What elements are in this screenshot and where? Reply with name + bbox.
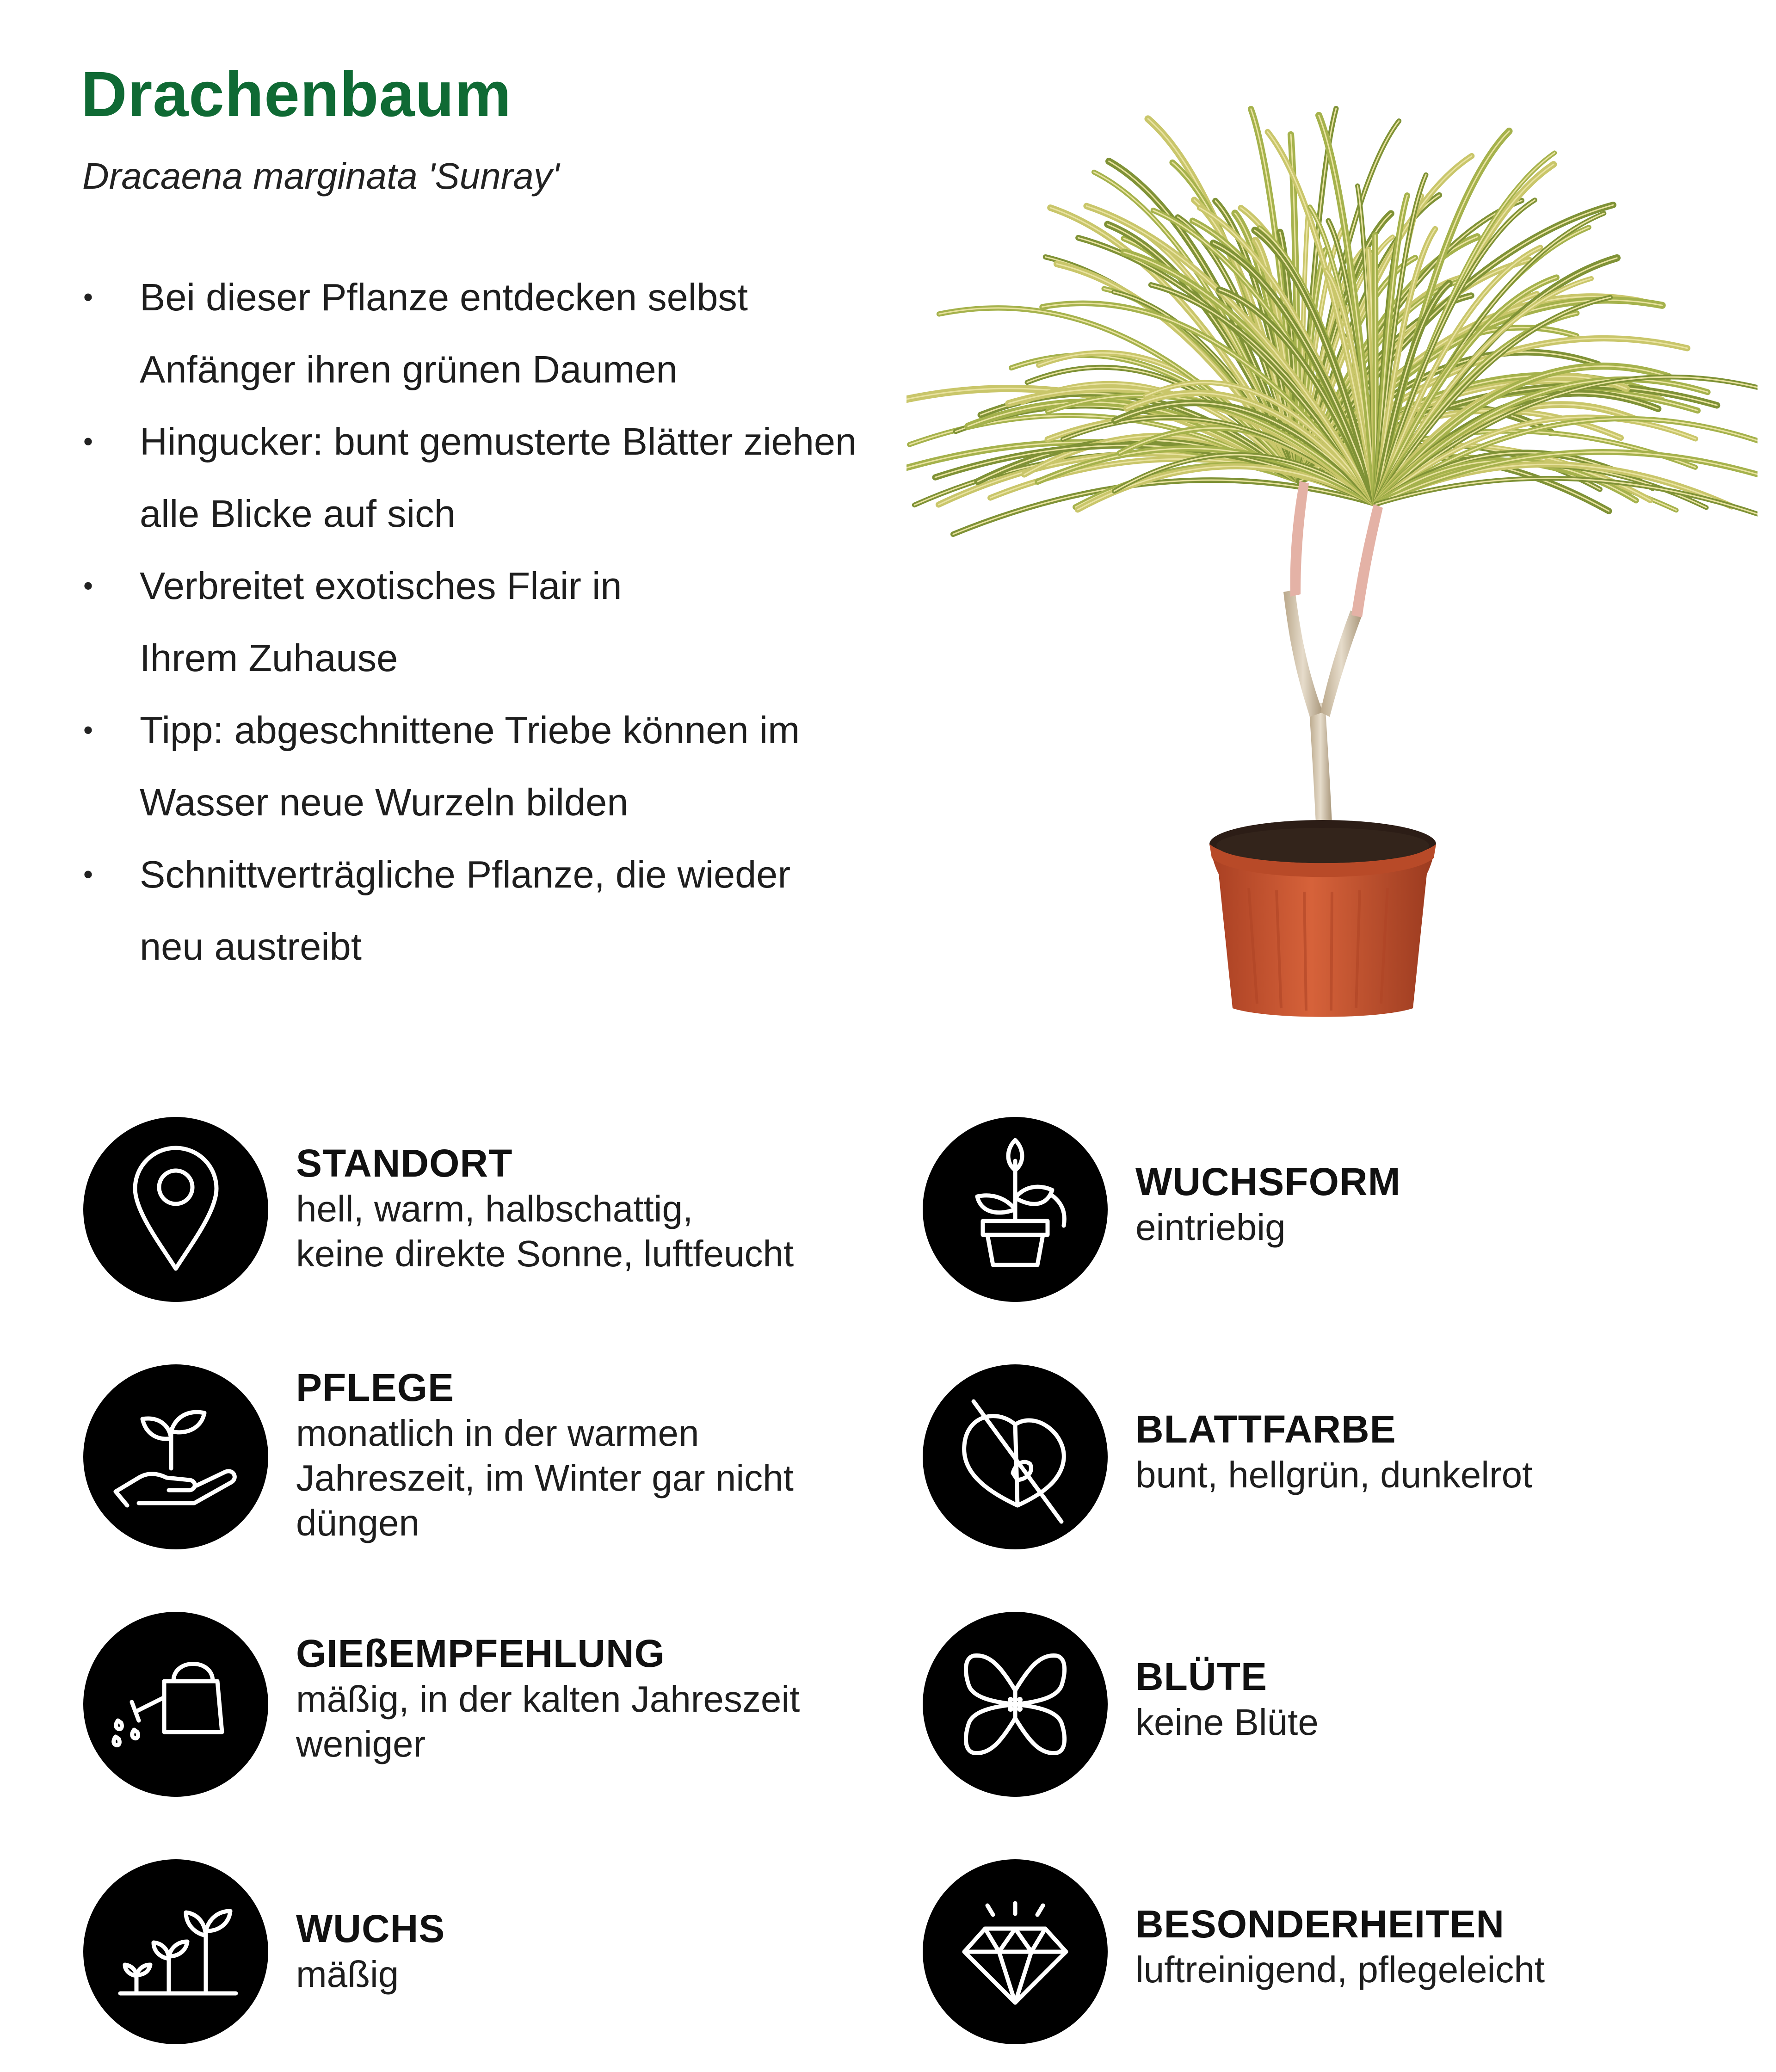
feature-heading: BLATTFARBE: [1135, 1407, 1396, 1451]
bullet-item: • Verbreitet exotisches Flair in: [83, 550, 962, 622]
bullet-item: • Hingucker: bunt gemusterte Blätter ziehen: [83, 406, 962, 478]
plant-trunk: [1351, 504, 1383, 617]
location-pin-icon: [83, 1117, 268, 1302]
potted-plant-icon: [923, 1117, 1108, 1302]
plant-trunk: [1290, 481, 1309, 597]
feature-bullet-list: [83, 261, 962, 983]
sprouts-icon: [83, 1859, 268, 2044]
feature-heading: WUCHSFORM: [1135, 1160, 1401, 1203]
feature-heading: PFLEGE: [296, 1366, 455, 1409]
bullet-item-continuation: Wasser neue Wurzeln bilden: [140, 781, 629, 824]
diamond-icon: [923, 1859, 1108, 2044]
feature-text: eintriebig: [1135, 1207, 1286, 1248]
bullet-item-continuation: neu austreibt: [140, 925, 362, 968]
feature-text: hell, warm, halbschattig,: [296, 1188, 693, 1229]
plant-trunk: [1309, 703, 1332, 823]
feature-heading: STANDORT: [296, 1141, 513, 1185]
plant-trunk: [1283, 590, 1323, 717]
flower-icon: [923, 1612, 1108, 1797]
feature-heading: WUCHS: [296, 1907, 445, 1950]
page-title: Drachenbaum: [81, 59, 512, 130]
hand-seedling-icon: [83, 1364, 268, 1549]
feature-text: keine Blüte: [1135, 1702, 1319, 1743]
bullet-item-continuation: Ihrem Zuhause: [140, 636, 398, 679]
feature-heading: BESONDERHEITEN: [1135, 1902, 1505, 1946]
watering-can-icon: [83, 1612, 268, 1797]
leaf-brush-icon: [923, 1364, 1108, 1549]
feature-text: monatlich in der warmen: [296, 1412, 699, 1454]
feature-text: mäßig: [296, 1954, 399, 1995]
bullet-item: • Schnittverträgliche Pflanze, die wieder: [83, 839, 962, 911]
bullet-item: • Bei dieser Pflanze entdecken selbst: [83, 261, 962, 333]
plant-trunk: [1320, 610, 1362, 717]
bullet-item-continuation: Anfänger ihren grünen Daumen: [140, 348, 678, 391]
feature-text: mäßig, in der kalten Jahreszeit: [296, 1678, 800, 1720]
dracaena-plant-image: [906, 37, 1758, 1036]
plant-pot: [1209, 820, 1436, 1017]
feature-heading: GIEßEMPFEHLUNG: [296, 1632, 666, 1675]
feature-heading: BLÜTE: [1135, 1655, 1267, 1698]
bullet-item-continuation: alle Blicke auf sich: [140, 492, 456, 535]
feature-text: weniger: [296, 1723, 426, 1764]
feature-text: bunt, hellgrün, dunkelrot: [1135, 1454, 1533, 1495]
feature-text: düngen: [296, 1502, 419, 1543]
botanical-name: Dracaena marginata 'Sunray': [82, 155, 560, 197]
plant-leaves: [906, 109, 1758, 534]
feature-text: luftreinigend, pflegeleicht: [1135, 1949, 1545, 1990]
feature-text: keine direkte Sonne, luftfeucht: [296, 1233, 794, 1274]
bullet-item: • Tipp: abgeschnittene Triebe können im: [83, 694, 962, 766]
feature-text: Jahreszeit, im Winter gar nicht: [296, 1457, 794, 1498]
